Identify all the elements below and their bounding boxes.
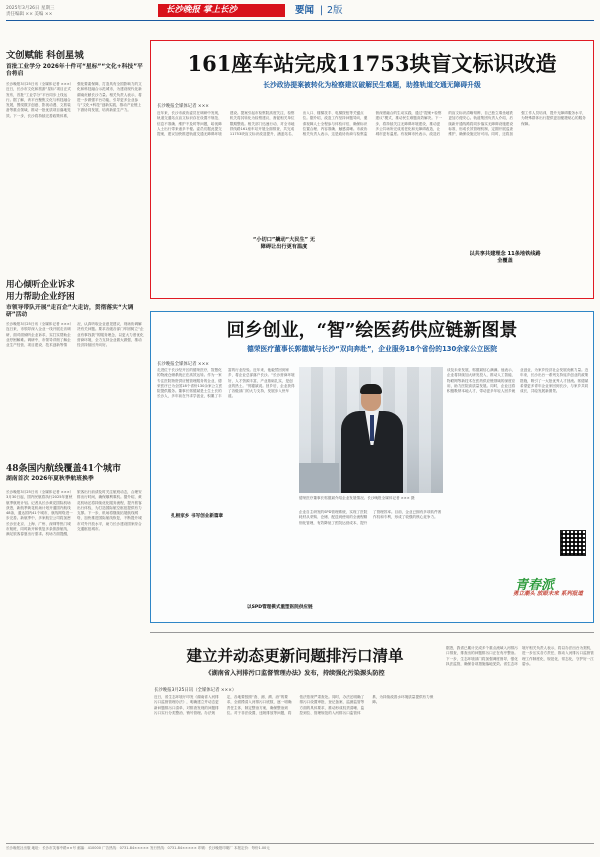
- left-article3-subhead: 湖南首次 2026年夏秋季航班换季: [6, 476, 94, 482]
- lead-story-body: 近年来，长沙市政协委员在调研中发现，轨道交通站点盲文标识存在设置不规范、信息不准确、维护不及时等问题，给视障人士出行带来诸多不便。委员们据此提交提案，建议加快推进轨道交通无障碍环境建设。提案引起市检察院高度关注，检察机关将其转化为检察建议，督促相关单位限期整改。相关部门迅速行动，对全市地铁线路161座车站开展全面排查，共完成11753块盲文标识改造提升，涵盖站名、出入口、楼梯扶手、电梯按钮等关键点位。据介绍，改造工作坚持问题导向，邀请视障人士全程参与体验评估，确保标识位置合理、内容准确、触感清晰。市政协相关负责人表示，这是政协协商与检察监督深度融合的生动实践，通过“提案+检察建议”模式，推动民生难题高效解决。下一步，将持续关注无障碍环境建设，推动更多公共场所完成适老化和无障碍改造，让城市更有温度。有视障市民表示，改造后的盲文标识清晰易辨，自己独立乘坐地铁更加方便安心。轨道集团负责人介绍，后续新开通线路将同步落实无障碍设施建设标准，形成长效管理机制，定期开展巡查维护，确保设施完好可用。同时，还将加强工作人员培训，提升无障碍服务水平，为特殊群体出行提供更加便捷贴心的服务保障。: [157, 111, 586, 137]
- youth-badge-title: 青春派: [515, 578, 555, 593]
- photo-person-tie: [370, 415, 374, 441]
- feature-story-body-mid: 企业自主研发的SPD管理系统，实现了医院耗材从采购、仓储、配送到使用的全流程精细化管理，有效降低了医院运营成本，提升了管理效率。目前，企业已拥有多项软件著作权和专利，形成了较强的核心竞争力。: [299, 510, 442, 525]
- left-article3-body: 长沙晚报3月25日讯（全媒体记者 ×××）3月30日起，国内民航将执行2025年夏秋航季航班计划。记者从长沙黄花国际机场获悉，新航季黄花机场计划开通国内航线48条，通达国内41个城市，航线网络进一步完善。新航季中，多家航空公司将加密长沙至北京、上海、广州、深圳等热门城市航班，同时新开和恢复多条旅游航线，满足旅客春夏出行需求。机场方面提醒，旅客出行前请及时关注航班动态，合理安排出行时间，确保顺利乘机。据介绍，黄花机场还将持续优化服务流程，提升旅客出行体验，为打造国际航空枢纽提供有力支撑。下一步，机场将继续拓展航线网络，加快推进国际航线恢复，不断提升城市对外开放水平，助力长沙建设国家综合交通枢纽城市。: [6, 490, 142, 537]
- feature-story-title: 回乡创业，“智”绘医药供应链新图景: [226, 320, 518, 341]
- left-article2-body: 长沙晚报3月25日讯（全媒体记者 ×××）连日来，市领导深入企业一线开展走访调研，面对面倾听企业诉求，实打实帮助企业纾困解难。调研中，市领导详细了解企业生产经营、项目建设、技术创新等情况，认真听取企业意见建议，现场协调解决有关问题。要求各级各部门牢固树立“企业有事找我”的服务理念，以更大力度优化营商环境，全力支持企业做大做强，推动经济持续回升向好。: [6, 322, 144, 348]
- photo-shelf: [299, 463, 339, 493]
- bottom-story-title: 建立并动态更新问题排污口清单: [186, 646, 404, 665]
- youth-badge-subtitle: 勇立潮头 放眼未来 系列报道: [513, 591, 583, 597]
- left-column: [6, 24, 144, 836]
- bottom-story-byline: 长沙晚报3月25日讯（全媒体记者 ×××）: [154, 688, 237, 693]
- feature-photo: [299, 367, 443, 493]
- left-article1-body: 长沙晚报3月25日讯（全媒体记者 ×××）近日，长沙市文化和旅游“星标”项目正式发布，首批“工业学分”平台同步上线运行。据了解，该平台聚焦文化与科技融合发展，围绕数字创意、影视动漫、文旅装备等重点领域，推动一批优质项目落地见效。下一步，长沙将持续完善政策体系，强化要素保障，打造具有全国影响力的文化和科技融合示范城市，为建设现代化新湖南贡献长沙力量。相关负责人表示，将进一步做强平台功能，引导更多企业参与“文化+科技”创新实践，推动产业链上下游协同发展，培育新质生产力。: [6, 82, 142, 118]
- bottom-divider: [150, 632, 594, 633]
- bottom-story-subtitle: 《湖南省入河排污口监督管理办法》发布，持续强化污染源头防控: [205, 670, 385, 677]
- bottom-right-body: 据悉，我省已累计完成多个重点流域入河排污口排查，排查出的问题排污口正在有序整治。下一步，生态环境部门将加强调度督导，强化执法监管，确保各项措施落地见效。省生态环境厅相关负责人表示，将以办法出台为契机，进一步压实各方责任，推动入河排污口监督管理工作制度化、规范化、常态化，守护好一江碧水。: [446, 646, 594, 666]
- feature-story-body-left: 走进位于长沙经开区的德荣医疗，智慧化的物流仓储系统正在高效运转。作为一家专注医院物资供应链管理服务的企业，德荣医疗已为全国18个省份130余家公立医院提供服务。董事长郭德斌是土生土长的长沙人，多年前在外求学创业，积累了丰富的行业经验。近年来，他毅然回到家乡，将企业总部落户长沙。“长沙营商环境好，人才资源丰富，产业基础扎实，是创业的热土。”郭德斌说。回乡后，企业获得了各级部门的大力支持，发展步入快车道。: [157, 368, 295, 399]
- youth-series-badge: [509, 574, 589, 614]
- section-separator: |: [320, 5, 324, 16]
- footer-imprint: 长沙晚报社出版 地址：长沙市芙蓉中路××号 邮编：410000 广告热线：0731-84××××× 发行热线：0731-84××××× 印刷：长沙晚报印刷厂 本报定价：每份1.00元: [6, 846, 270, 850]
- left-article1-headline: 文创赋能 科创星城: [6, 50, 84, 61]
- header-rule: [6, 20, 594, 21]
- section-name: 要闻: [295, 5, 315, 16]
- lead-story-subtitle: 长沙政协提案被转化为检察建议破解民生难题，助推轨道交通无障碍升级: [263, 81, 481, 89]
- left-article2-headline-line2: 用力帮助企业纾困: [6, 292, 75, 302]
- qr-code-icon[interactable]: [560, 530, 586, 556]
- lead-story-subhead2: 以共享共建理念 11条地铁线路全覆盖: [469, 251, 541, 264]
- feature-story-subtitle: 德荣医疗董事长郭德斌与长沙“双向奔赴”，企业服务18个省份的130余家公立医院: [246, 345, 498, 353]
- footer-rule: [6, 843, 594, 844]
- feature-photo-caption: 德荣医疗董事长郭德斌介绍企业发展情况。长沙晚报全媒体记者 ××× 摄: [299, 496, 415, 500]
- left-article1-subhead: 首批工业学分 2026年十件可“星标”“文化+科技”平台将启: [6, 64, 143, 78]
- feature-inline-subhead1: 扎根家乡 书写创业新篇章: [171, 514, 224, 519]
- photo-person-hair: [360, 384, 382, 394]
- left-article2-subhead: 市领导带队开展“走百企”大走访，贯彻落实“大调研”活动: [6, 305, 134, 319]
- lead-story-box: [150, 40, 594, 299]
- left-article2-headline-line1: 用心倾听企业诉求: [6, 280, 75, 290]
- feature-story-body-right: 谈及未来发展，郭德斌信心满满。他表示，企业将持续加大研发投入，推动人工智能、物联网等新技术在医药供应链领域的深度应用，助力医院高质量发展。同时，企业还将积极吸纳本地人才，带动更多年轻人回乡就业创业，为家乡经济社会发展贡献力量。近年来，长沙出台一系列支持返乡创业的政策措施，吸引了一大批优秀人才回流。郭德斌希望更多青年企业家回到长沙，与家乡共同成长，共绘发展新图景。: [447, 368, 589, 394]
- left-article3-headline: 48条国内航线覆盖41个城市: [6, 464, 122, 474]
- bottom-story-body: 近日，省生态环境厅印发《湖南省入河排污口监督管理办法》，明确建立并动态更新问题排污口清单，对排查发现的问题排污口实行分类整治、销号管理。办法规定，各地要按照“查、测、溯、治”的要求，全面摸清入河排污口底数，逐一明确责任主体，制定整治方案，确保整治到位。对于非法设置、违规排放等问题，将依法依规严肃查处。同时，办法还明确了排污口设置审批、登记备案、监测监管等方面的具体要求，推动形成权责清晰、监控到位、管理规范的入河排污口监管体系，为持续改善水环境质量提供有力保障。: [154, 695, 434, 715]
- feature-story-byline: 长沙晚报全媒体记者 ×××: [157, 362, 209, 367]
- lead-story-title: 161座车站完成11753块盲文标识改造: [187, 51, 557, 76]
- page-number: 2版: [327, 5, 343, 16]
- date-line: 2025年3月26日 星期三 责任编辑 ×× 美编 ××: [6, 6, 55, 17]
- lead-story-subhead1: “小切口”撬动“大民生” 无障碍让出行更有温度: [252, 237, 316, 250]
- feature-story-box: [150, 311, 594, 623]
- newspaper-masthead: 长沙晚报 掌上长沙: [158, 4, 285, 17]
- feature-inline-subhead2: 以SPD管理模式重塑医院供应链: [247, 605, 313, 610]
- lead-story-byline: 长沙晚报全媒体记者 ×××: [157, 104, 209, 109]
